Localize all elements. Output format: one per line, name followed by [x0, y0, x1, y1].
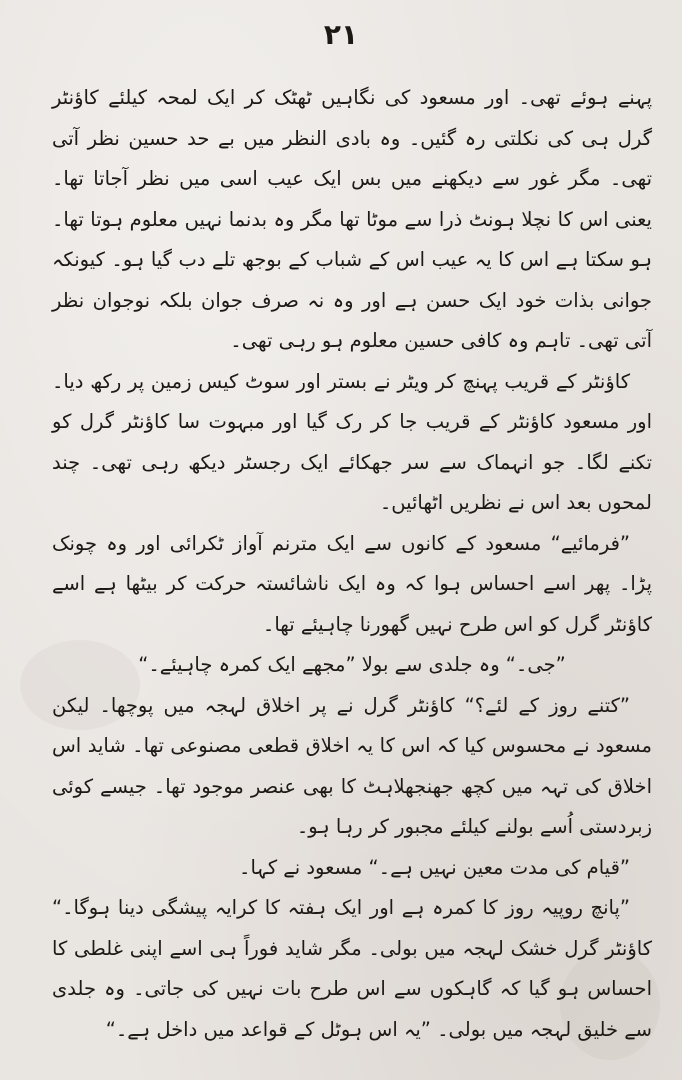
- body-text: [52, 78, 652, 1050]
- paragraph: ”فرمائیے“ مسعود کے کانوں سے ایک مترنم آواز ٹکرائی اور وہ چونک پڑا۔ پھر اسے احساس ہوا کہ وہ ایک ناشائستہ حرکت کر بیٹھا ہے اسے کاؤنٹر گرل کو اس طرح نہیں گھورنا چاہیئے تھا۔: [52, 531, 652, 636]
- paragraph: کاؤنٹر کے قریب پہنچ کر ویٹر نے بستر اور سوٹ کیس زمین پر رکھ دیا۔ اور مسعود کاؤنٹر کے قریب جا کر رک گیا اور مبہوت سا کاؤنٹر گرل کو تکنے لگا۔ جو انہماک سے سر جھکائے ایک رجسٹر دیکھ رہی تھی۔ چند لمحوں بعد اس نے نظریں اٹھائیں۔: [52, 369, 652, 514]
- dialogue-line: ”قیام کی مدت معین نہیں ہے۔“ مسعود نے کہا۔: [239, 855, 630, 879]
- page-number: ۲۱: [323, 18, 359, 51]
- dialogue-line: ”جی۔“ وہ جلدی سے بولا ”مجھے ایک کمرہ چاہیئے۔“: [138, 653, 566, 676]
- paragraph: پہنے ہوئے تھی۔ اور مسعود کی نگاہیں ٹھٹک کر ایک لمحہ کیلئے کاؤنٹر گرل ہی کی نکلتی رہ گئیں۔ وہ بادی النظر میں بے حد حسین نظر آتی تھی۔ مگر غور سے دیکھنے میں بس ایک عیب اسی میں نظر آجاتا تھا۔ یعنی اس کا نچلا ہونٹ ذرا سے موٹا تھا مگر وہ بدنما نہیں معلوم ہوتا تھا۔ ہو سکتا ہے اس کا یہ عیب اس کے شباب کے بوجھ تلے دب گیا ہو۔ کیونکہ جوانی بذات خود ایک حسن ہے اور وہ نہ صرف جوان بلکہ نوجوان نظر آتی تھی۔ تاہم وہ کافی حسین معلوم ہو رہی تھی۔: [52, 86, 652, 352]
- paragraph: ”کتنے روز کے لئے؟“ کاؤنٹر گرل نے پر اخلاق لہجہ میں پوچھا۔ لیکن مسعود نے محسوس کیا کہ اس کا یہ اخلاق قطعی مصنوعی تھا۔ شاید اس اخلاق کی تہہ میں کچھ جھنجھلاہٹ کا بھی عنصر موجود تھا۔ جیسے کوئی زبردستی اُسے بولنے کیلئے مجبور کر رہا ہو۔: [52, 693, 652, 838]
- paragraph: ”پانچ روپیہ روز کا کمرہ ہے اور ایک ہفتہ کا کرایہ پیشگی دینا ہوگا۔“ کاؤنٹر گرل خشک لہجہ میں بولی۔ مگر شاید فوراً ہی اسے اپنی غلطی کا احساس ہو گیا کہ گاہکوں سے اس طرح بات نہیں کی جاتی۔ وہ جلدی سے خلیق لہجہ میں بولی۔ ”یہ اس ہوٹل کے قواعد میں داخل ہے۔“: [52, 896, 652, 1041]
